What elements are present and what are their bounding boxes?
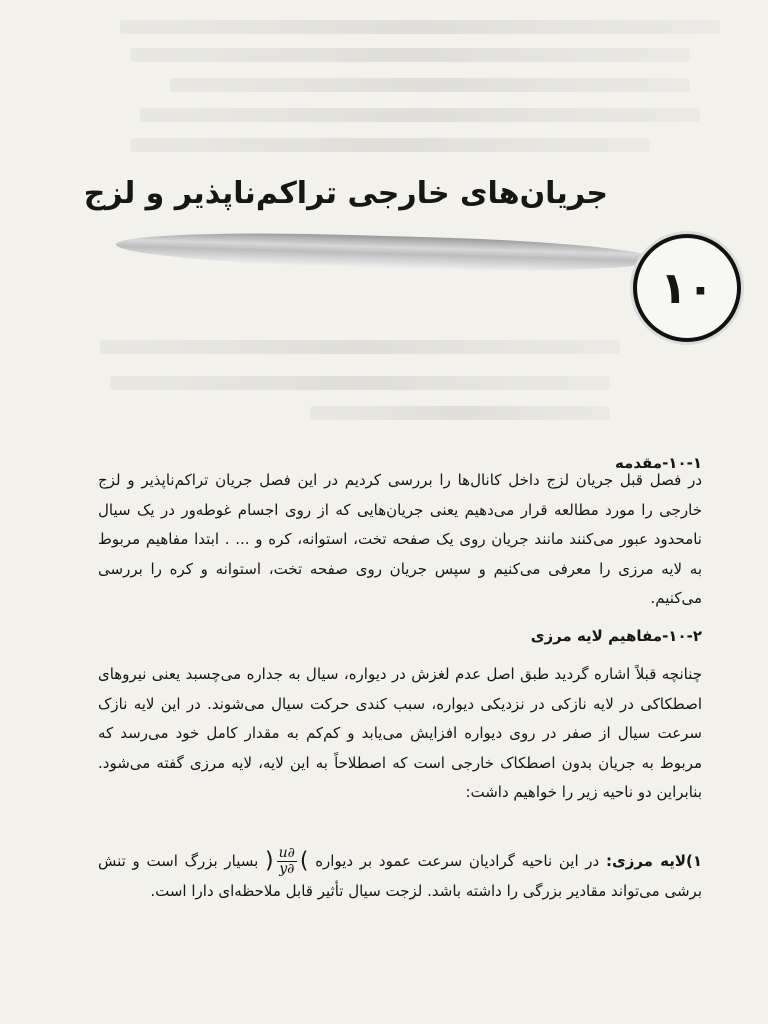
- text-line: جریان بدون اصطکاک خارجی است که اصطلاحاً به این لایه، لایه مرزی گفته می‌شود. بنابراین دو: [98, 753, 702, 801]
- title-banner: [116, 228, 656, 275]
- item-label: ۱)لایه مرزی:: [605, 852, 703, 870]
- bleed-through: [140, 108, 700, 122]
- text-line: معرفی می‌کنیم و سپس جریان روی صفحه تخت، استوانه و کره را بررسی می‌کنیم.: [98, 559, 702, 607]
- bleed-through: [170, 78, 690, 92]
- text-line: چنانچه قبلاً اشاره گردید طبق اصل عدم لغزش در دیواره، سیال به جداره می‌چسبد یعنی نیروهای: [98, 665, 702, 683]
- bleed-through: [130, 48, 690, 62]
- section-heading-boundary-layer: ۱۰-۲-مفاهیم لایه مرزی: [530, 627, 702, 645]
- chapter-title: جریان‌های خارجی تراکم‌ناپذیر و لزج: [83, 176, 608, 211]
- text-line: بسیار بزرگ است و تنش برشی: [98, 852, 702, 900]
- introduction-paragraph: [98, 466, 702, 614]
- bleed-through: [110, 376, 610, 390]
- bleed-through: [310, 406, 610, 420]
- text-line: در این ناحیه گرادیان سرعت عمود بر دیواره: [315, 852, 600, 870]
- text-line: می‌کنند مانند جریان روی یک صفحه تخت، استوانه، کره و ... . ابتدا مفاهیم مربوط به لایه مرزی را: [98, 530, 702, 578]
- text-line: اصطکاکی در لایه نازکی در نزدیکی دیواره، سبب کندی حرکت سیال می‌شوند. در این لایه نازک: [98, 694, 702, 713]
- bleed-through: [120, 20, 720, 34]
- section-heading-introduction: ۱۰-۱-مقدمه: [614, 454, 702, 472]
- velocity-gradient-formula: $\frac{\partial u}{\partial y}$: [278, 845, 295, 877]
- boundary-layer-paragraph: [98, 660, 702, 808]
- text-line: ناحیه زیر را خواهیم داشت:: [465, 783, 634, 801]
- chapter-number: ۱۰: [660, 262, 714, 314]
- text-line: سرعت سیال از صفر در روی دیواره افزایش می‌یابد و کم‌کم به مقدار کامل خود می‌رسد که مربوط به: [98, 724, 703, 772]
- text-line: در فصل قبل جریان لزج داخل کانال‌ها را بررسی کردیم در این فصل جریان تراکم‌ناپذیر و لزج خارجی: [98, 471, 702, 519]
- boundary-layer-item: ۱)لایه مرزی: در این ناحیه گرادیان سرعت عمود بر دیواره ) $\frac{\partial u}{\partial y}$ ( بسیار بزرگ است و تنش برشی می‌تواند مقادیر بزرگی را داشته باشد. لزجت سیال تأثیر قابل ملاحظه‌ای دارا است.: [98, 845, 703, 900]
- chapter-number-badge: [633, 234, 741, 342]
- text-line: می‌تواند مقادیر بزرگی را داشته باشد. لزجت سیال تأثیر قابل ملاحظه‌ای دارا است.: [150, 882, 660, 900]
- bleed-through: [100, 340, 620, 354]
- bleed-through: [130, 138, 650, 152]
- text-line: را مورد مطالعه قرار می‌دهیم یعنی جریان‌هایی که از روی اجسام غوطه‌ور در یک سیال نامحدود عبور: [98, 500, 702, 548]
